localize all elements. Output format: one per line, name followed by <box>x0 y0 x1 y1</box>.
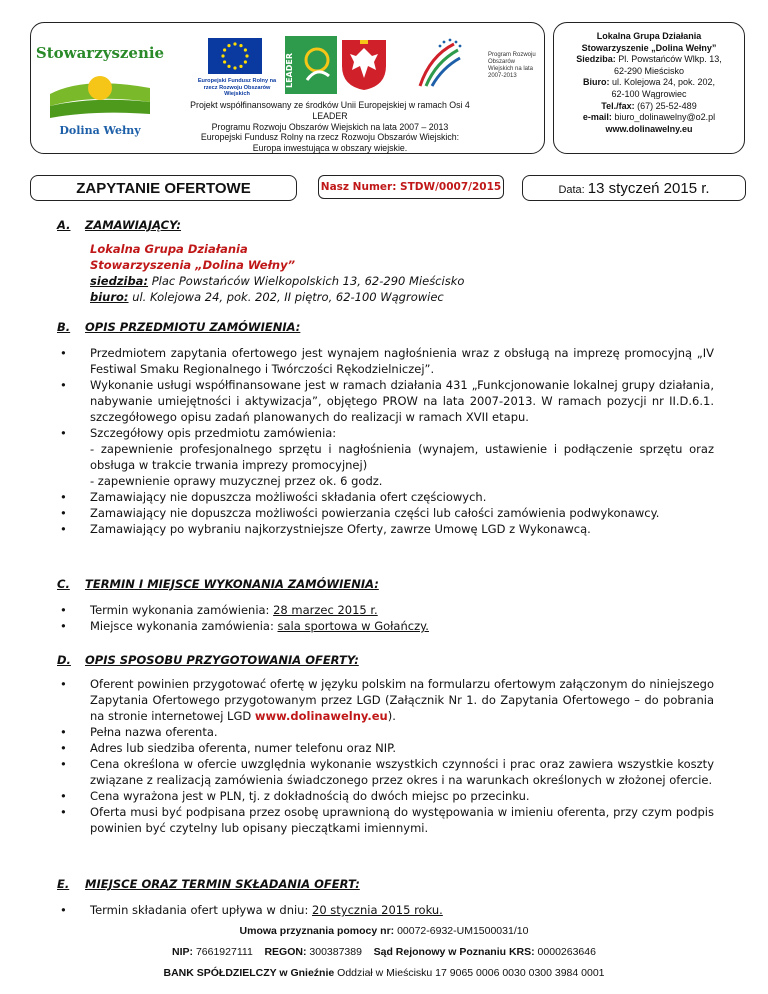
footer-ids <box>0 946 768 958</box>
leader-logo <box>285 36 337 94</box>
section-d-list <box>58 676 714 836</box>
www-link[interactable]: www.dolinawelny.eu <box>605 123 693 134</box>
list-sub-item: - zapewnienie oprawy muzycznej przez ok. 6 godz. <box>90 474 383 488</box>
deadline-value: 20 stycznia 2015 roku. <box>312 903 443 917</box>
nip-value: 7661927111 <box>193 946 253 958</box>
section-letter: D. <box>57 653 71 667</box>
term-label: Termin wykonania zamówienia: <box>90 603 274 617</box>
logo-text-bottom: Dolina Wełny <box>59 124 141 137</box>
office-value: ul. Kolejowa 24, pok. 202, <box>611 77 716 88</box>
list-item-text-end: ). <box>387 709 396 723</box>
list-item: • Adres lub siedziba oferenta, numer telefonu oraz NIP. <box>58 740 714 756</box>
list-item: • Zamawiający nie dopuszcza możliwości składania ofert częściowych. <box>58 489 714 505</box>
list-item-text: Oferent powinien przygotować ofertę w języku polskim na formularzu ofertowym załączonym do niniejszego Zapytania Ofertowego przygotowanym przez LGD (Załącznik Nr 1. do Zapytania Ofertowego – do pobrania na stronie internetowej LGD <box>90 677 714 723</box>
section-title: OPIS SPOSOBU PRZYGOTOWANIA OFERTY: <box>85 653 359 667</box>
section-letter: E. <box>57 877 70 891</box>
place-label: Miejsce wykonania zamówienia: <box>90 619 278 633</box>
deadline-label: Termin składania ofert upływa w dniu: <box>90 903 312 917</box>
section-b-list <box>58 345 714 537</box>
section-title: OPIS PRZEDMIOTU ZAMÓWIENIA: <box>85 320 301 334</box>
section-c-heading <box>57 577 379 591</box>
eu-caption: Europejski Fundusz Rolny na rzecz Rozwoju Obszarów Wiejskich <box>197 78 277 98</box>
prow-caption: Program Rozwoju Obszarów Wiejskich na lata 2007-2013 <box>488 52 536 79</box>
list-item: • Cena określona w ofercie uwzględnia wykonanie wszystkich czynności i prac oraz zawiera wszystkie koszty związane z realizacją zamówienia świadczonego przez okres i na warunkach określonych w złożonej ofercie. <box>58 756 714 788</box>
list-item: • Cena wyrażona jest w PLN, tj. z dokładnością do dwóch miejsc po przecinku. <box>58 788 714 804</box>
contact-org: Lokalna Grupa Działania <box>596 31 702 41</box>
tel-value: (67) 25-52-489 <box>637 100 697 111</box>
document-number: Nasz Numer: STDW/0007/2015 <box>318 175 504 199</box>
regon-label: REGON: <box>264 946 307 958</box>
document-date <box>522 175 746 201</box>
eu-flag-icon <box>208 38 262 74</box>
list-item: • Wykonanie usługi współfinansowane jest w ramach działania 431 „Funkcjonowanie lokalnej grupy działania, nabywanie umiejętności i aktywizacja”, objętego PROW na lata 2007-2013. W ramach pozycji nr II.D.6.1. szczegółowego opisu zadań planowanych do realizacji w ramach XVII etapu. <box>58 377 714 425</box>
seat-value: Plac Powstańców Wielkopolskich 13, 62-290 Mieścisko <box>148 274 465 288</box>
leader-text: LEADER <box>285 52 294 88</box>
contact-org2: Stowarzyszenie „Dolina Wełny” <box>581 42 717 53</box>
seat-value-2: 62-290 Mieścisko <box>613 65 685 76</box>
bank-value: Oddział w Mieścisku 17 9065 0006 0030 0300 3984 0001 <box>334 967 605 979</box>
orderer-address <box>90 241 464 305</box>
list-item <box>58 676 714 724</box>
list-item <box>58 618 714 634</box>
bank-label: BANK SPÓŁDZIELCZY w Gnieźnie <box>163 967 335 979</box>
email-link[interactable]: biuro_dolinawelny@o2.pl <box>614 112 716 123</box>
document-title: ZAPYTANIE OFERTOWE <box>30 175 297 201</box>
section-letter: C. <box>57 577 70 591</box>
krs-label: Sąd Rejonowy w Poznaniu KRS: <box>373 946 535 958</box>
office-value-2: 62-100 Wągrowiec <box>611 88 687 99</box>
email-label: e-mail: <box>582 112 612 123</box>
krs-value: 0000263646 <box>534 946 596 958</box>
list-item: • Zamawiający nie dopuszcza możliwości powierzania części lub całości zamówienia podwykonawcy. <box>58 505 714 521</box>
section-letter: B. <box>57 320 71 334</box>
list-item: • Przedmiotem zapytania ofertowego jest wynajem nagłośnienia wraz z obsługą na imprezę promocyjną „IV Festiwal Smaku Regionalnego i Twórczości Rękodzielniczej”. <box>58 345 714 377</box>
funding-line: Programu Rozwoju Obszarów Wiejskich na lata 2007 – 2013 <box>211 121 449 132</box>
footer-bank <box>0 967 768 979</box>
logo-text-top: Stowarzyszenie <box>35 44 165 62</box>
section-c-list <box>58 602 714 634</box>
funding-line: Europa inwestująca w obszary wiejskie. <box>252 143 408 154</box>
footer-agreement <box>0 925 768 937</box>
section-b-heading <box>57 320 300 334</box>
office-label: Biuro: <box>582 77 610 88</box>
tel-label: Tel./fax: <box>601 100 635 111</box>
website-link[interactable]: www.dolinawelny.eu <box>254 709 388 723</box>
contact-box <box>553 22 745 154</box>
seat-label: Siedziba: <box>576 54 616 65</box>
section-e-heading <box>57 877 360 891</box>
agreement-label: Umowa przyznania pomocy nr: <box>239 925 395 937</box>
date-label: Data: <box>558 184 585 196</box>
section-title: MIEJSCE ORAZ TERMIN SKŁADANIA OFERT: <box>85 877 360 891</box>
funding-statement <box>180 100 480 154</box>
agreement-value: 00072-6932-UM1500031/10 <box>394 925 529 937</box>
list-item: • Oferta musi być podpisana przez osobę uprawnioną do występowania w imieniu oferenta, przy czym podpis powinien być czytelny lub opisany pieczątkami imiennymi. <box>58 804 714 836</box>
date-value: 13 styczeń 2015 r. <box>587 180 710 197</box>
place-value: sala sportowa w Gołańczy. <box>277 619 429 633</box>
section-a-heading <box>57 218 181 232</box>
list-item <box>58 425 714 489</box>
list-item: • Zamawiający po wybraniu najkorzystniejsze Oferty, zawrze Umowę LGD z Wykonawcą. <box>58 521 714 537</box>
regon-value: 300387389 <box>306 946 362 958</box>
section-title: ZAMAWIAJĄCY: <box>85 218 182 232</box>
office-label: biuro: <box>90 290 129 304</box>
list-item: • Pełna nazwa oferenta. <box>58 724 714 740</box>
section-letter: A. <box>57 218 71 232</box>
list-sub-item: - zapewnienie profesjonalnego sprzętu i nagłośnienia (wynajem, ustawienie i podłączenie sprzętu oraz obsługa w trakcie trwania imprezy promocyjnej) <box>90 442 714 472</box>
seat-value: Pl. Powstańców Wlkp. 13, <box>618 54 722 65</box>
section-d-heading <box>57 653 359 667</box>
orderer-name: Lokalna Grupa Działania <box>90 242 248 256</box>
section-e-list <box>58 902 714 918</box>
funding-line: Projekt współfinansowany ze środków Unii Europejskiej w ramach Osi 4 LEADER <box>190 100 470 121</box>
list-item-text: • Szczegółowy opis przedmiotu zamówienia: <box>90 426 337 440</box>
term-value: 28 marzec 2015 r. <box>273 603 378 617</box>
seat-label: siedziba: <box>90 274 149 288</box>
list-item <box>58 902 714 918</box>
nip-label: NIP: <box>172 946 194 958</box>
wielkopolska-crest-icon <box>340 36 388 92</box>
stowarzyszenie-logo <box>35 36 165 138</box>
list-item <box>58 602 714 618</box>
section-title: TERMIN I MIEJSCE WYKONANIA ZAMÓWIENIA: <box>85 577 379 591</box>
office-value: ul. Kolejowa 24, pok. 202, II piętro, 62-100 Wągrowiec <box>128 290 444 304</box>
funding-line: Europejski Fundusz Rolny na rzecz Rozwoju Obszarów Wiejskich: <box>200 132 460 143</box>
orderer-name-2: Stowarzyszenia „Dolina Wełny” <box>90 258 295 272</box>
